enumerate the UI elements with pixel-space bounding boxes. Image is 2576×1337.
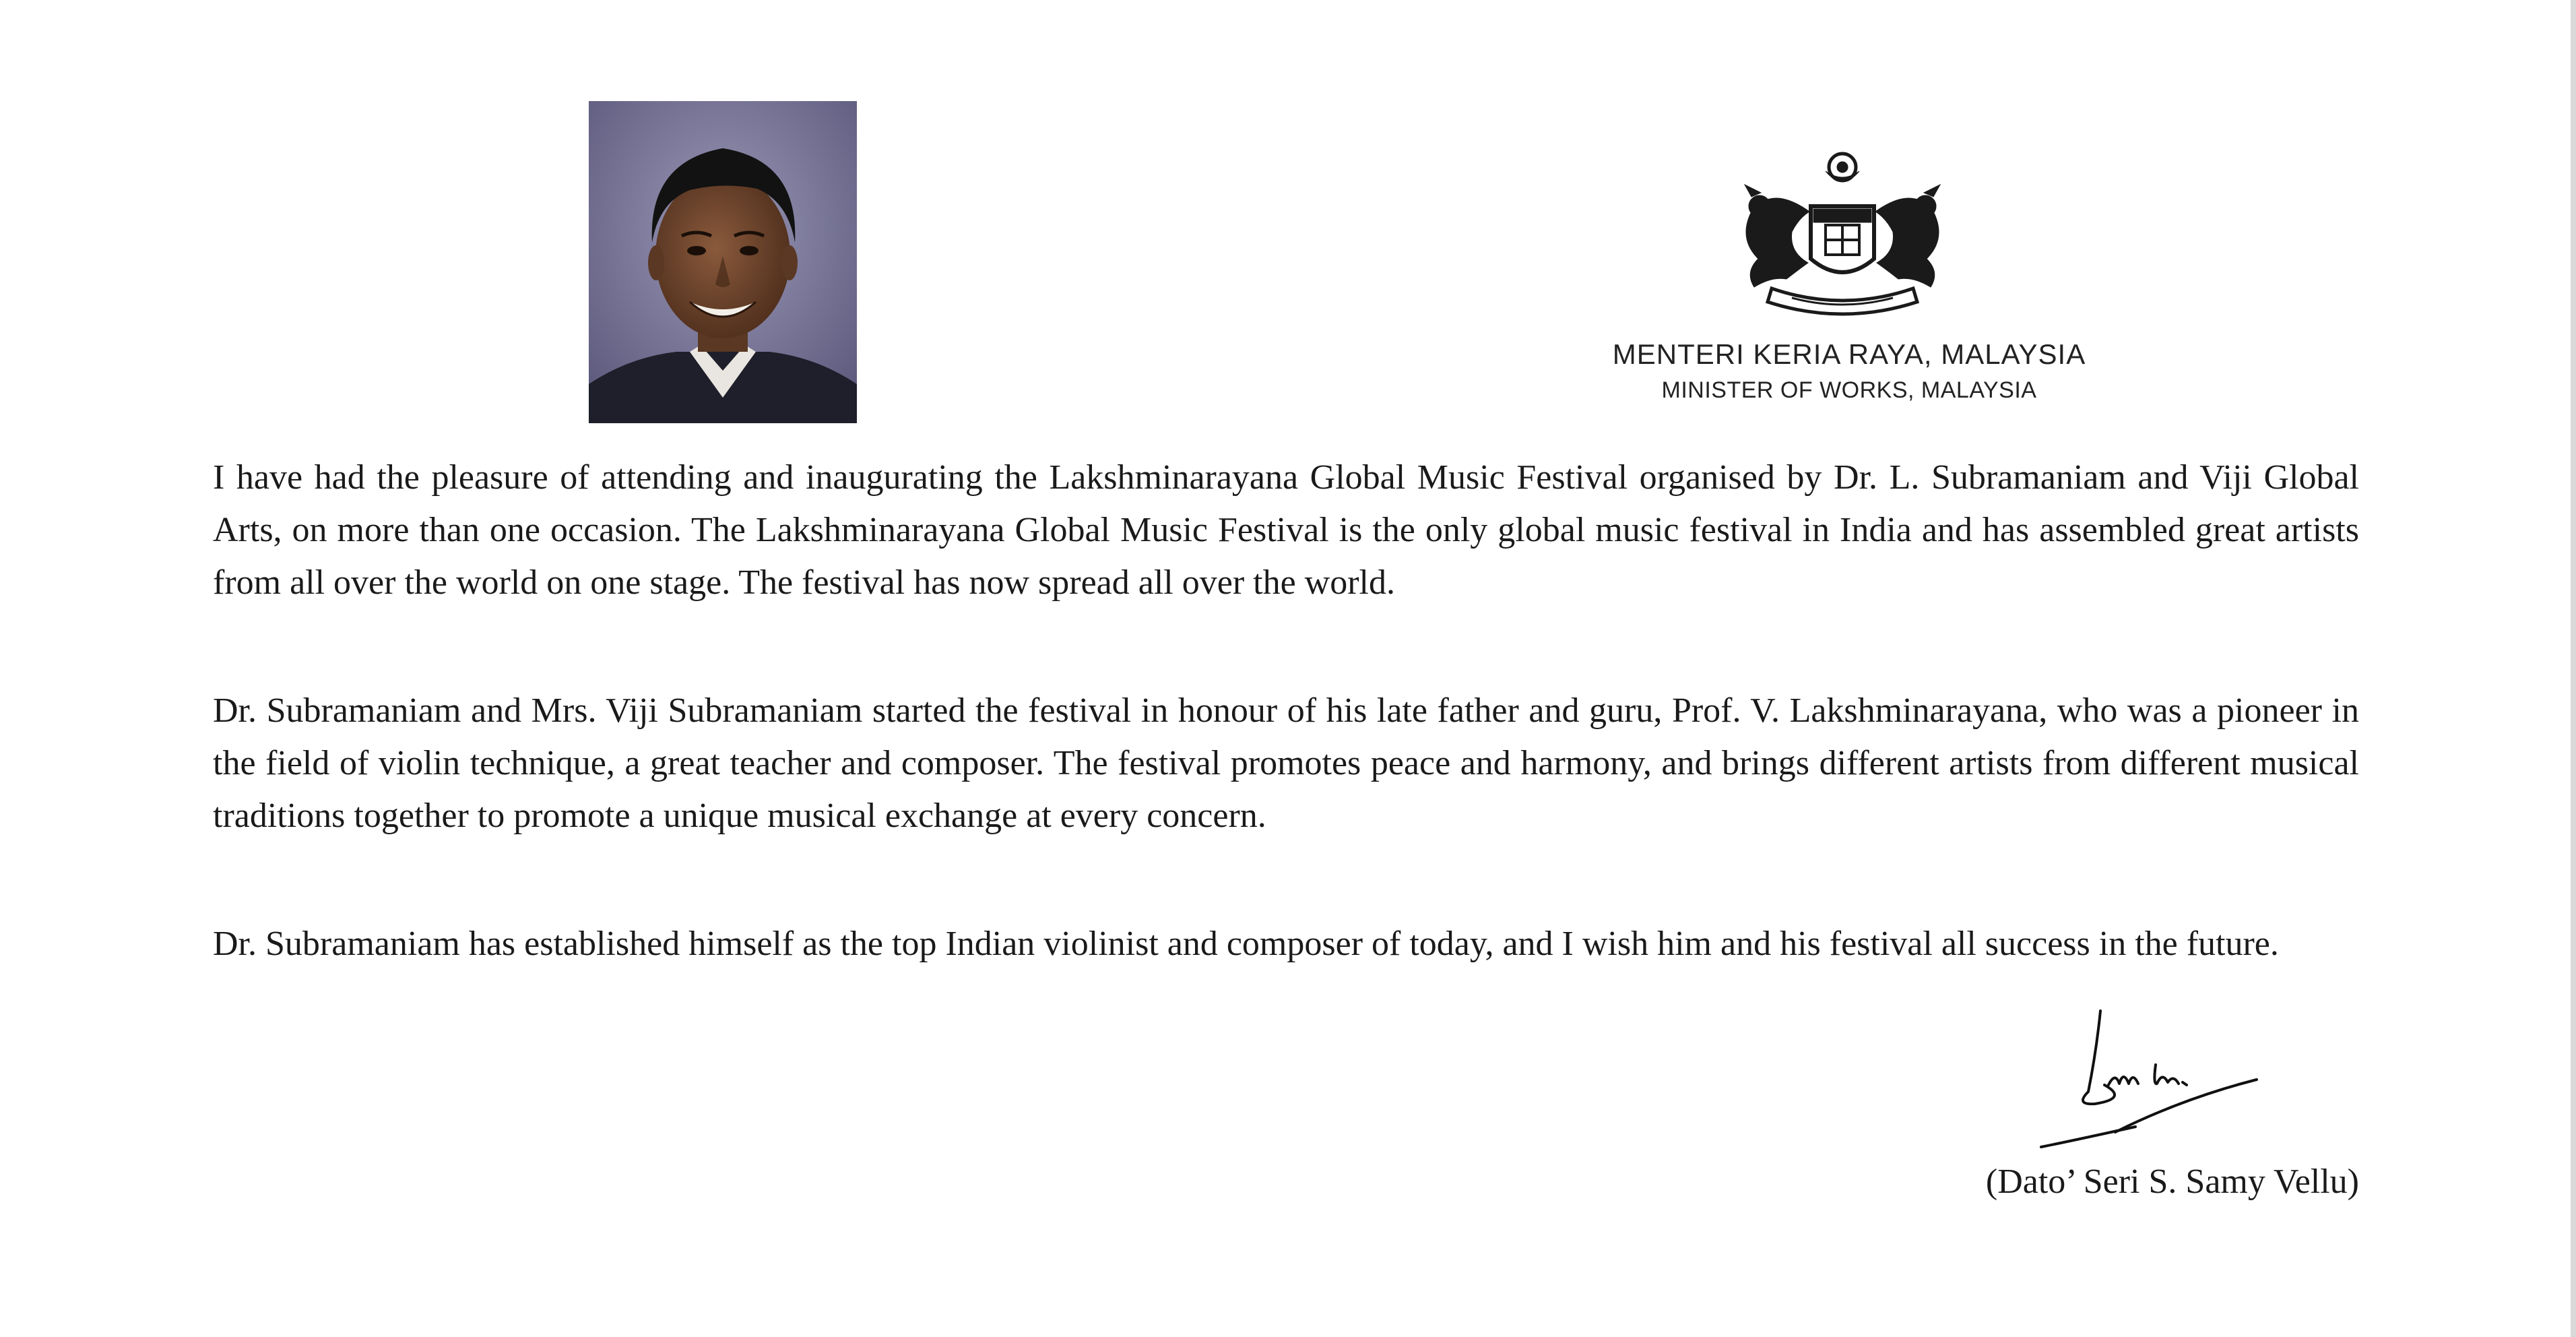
ministry-subtitle: MINISTER OF WORKS, MALAYSIA	[1661, 377, 2037, 403]
page-edge	[2571, 0, 2576, 1337]
portrait-photo	[589, 101, 857, 423]
signatory-name: (Dato’ Seri S. Samy Vellu)	[1985, 1162, 2359, 1201]
letter-body	[213, 452, 2359, 1046]
handwritten-signature	[2034, 997, 2290, 1159]
paragraph: Dr. Subramaniam and Mrs. Viji Subramaniam started the festival in honour of his late father and guru, Prof. V. Lakshminarayana, who was a pioneer in the field of violin technique, a great teacher and composer. The festival promotes peace and harmony, and brings different artists from different musical traditions together to promote a unique musical exchange at every concern.	[213, 691, 2359, 835]
paragraph: Dr. Subramaniam has established himself as the top Indian violinist and composer of today, and I wish him and his festival all success in the future.	[213, 925, 2279, 963]
coat-of-arms-icon	[1725, 144, 1960, 321]
paragraph: I have had the pleasure of attending and inaugurating the Lakshminarayana Global Music Festival organised by Dr. L. Subramaniam and Viji Global Arts, on more than one occasion. The Lakshminarayana Global Music Festival is the only global music festival in India and has assembled great artists from all over the world on one stage. The festival has now spread all over the world.	[213, 458, 2359, 602]
ministry-title: MENTERI KERIA RAYA, MALAYSIA	[1612, 338, 2086, 370]
